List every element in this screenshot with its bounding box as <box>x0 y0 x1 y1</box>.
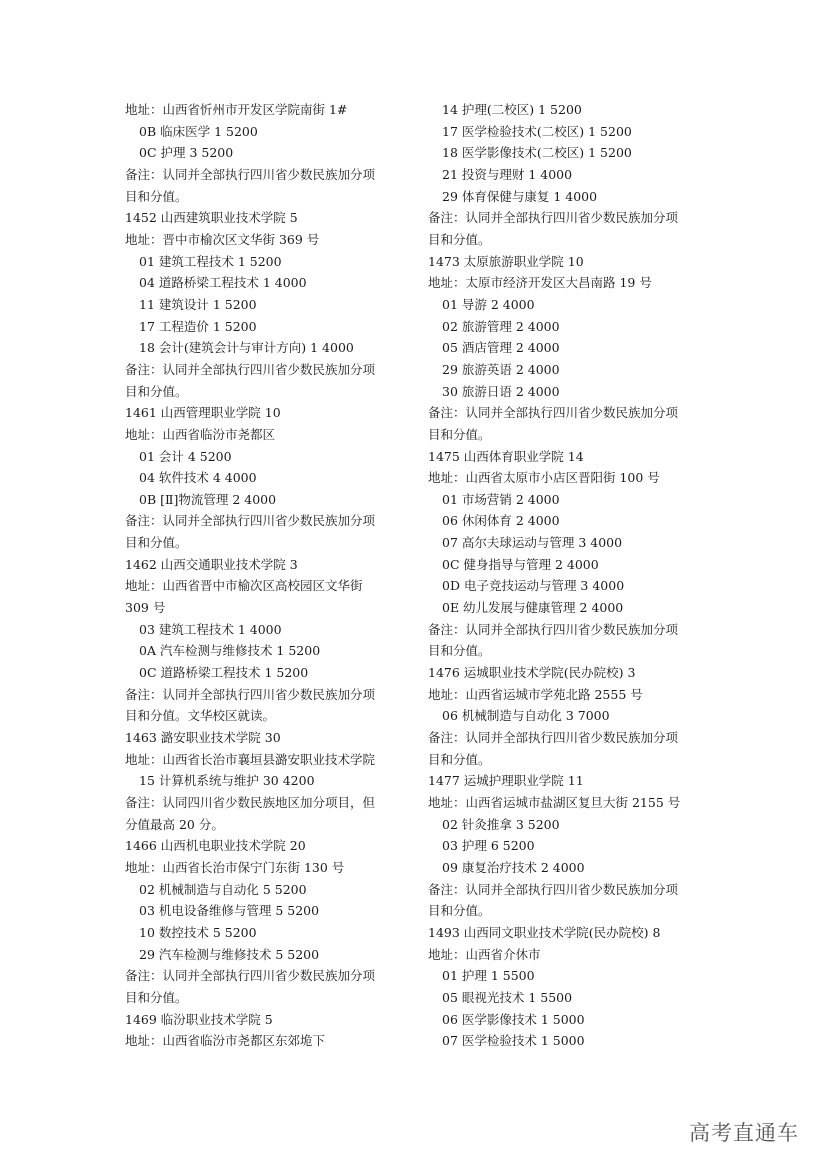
text-line: 目和分值。 <box>428 751 491 767</box>
text-line: 05 眼视光技术 1 5500 <box>442 989 573 1005</box>
text-line: 18 会计(建筑会计与审计方向) 1 4000 <box>139 340 354 356</box>
text-line: 02 机械制造与自动化 5 5200 <box>139 881 307 897</box>
text-line: 09 康复治疗技术 2 4000 <box>442 859 585 875</box>
text-line: 02 旅游管理 2 4000 <box>442 318 560 334</box>
text-line: 目和分值。 <box>125 535 188 551</box>
text-line: 分值最高 20 分。 <box>125 816 224 832</box>
watermark-logo: 高考直通车 <box>689 1121 799 1145</box>
text-line: 29 体育保健与康复 1 4000 <box>442 188 598 204</box>
text-line: 备注：认同并全部执行四川省少数民族加分项 <box>428 881 679 897</box>
text-line: 地址：山西省运城市盐湖区复旦大街 2155 号 <box>428 795 681 810</box>
text-line: 07 医学检验技术 1 5000 <box>442 1033 585 1049</box>
text-line: 0B [Ⅱ]物流管理 2 4000 <box>139 491 277 507</box>
text-line: 0A 汽车检测与维修技术 1 5200 <box>139 643 321 659</box>
text-line: 目和分值。 <box>125 989 188 1005</box>
text-line: 0C 健身指导与管理 2 4000 <box>442 556 599 572</box>
text-line: 目和分值。 <box>428 903 491 919</box>
text-line: 1476 运城职业技术学院(民办院校) 3 <box>428 665 636 681</box>
text-line: 目和分值。 <box>428 426 491 442</box>
text-line: 01 护理 1 5500 <box>442 968 535 984</box>
text-line: 03 护理 6 5200 <box>442 838 535 854</box>
text-line: 14 护理(二校区) 1 5200 <box>442 102 582 117</box>
text-line: 备注：认同并全部执行四川省少数民族加分项 <box>428 405 679 421</box>
text-line: 目和分值。 <box>428 643 491 659</box>
text-line: 地址：山西省运城市学苑北路 2555 号 <box>428 686 643 702</box>
text-line: 备注：认同并全部执行四川省少数民族加分项 <box>428 210 679 226</box>
text-line: 1493 山西同文职业技术学院(民办院校) 8 <box>428 924 661 940</box>
text-line: 04 道路桥梁工程技术 1 4000 <box>139 275 307 291</box>
text-line: 0E 幼儿发展与健康管理 2 4000 <box>442 600 624 616</box>
text-line: 地址：山西省太原市小店区晋阳街 100 号 <box>428 470 660 486</box>
text-line: 30 旅游日语 2 4000 <box>442 383 560 399</box>
text-line: 05 酒店管理 2 4000 <box>442 340 560 356</box>
text-line: 01 会计 4 5200 <box>139 448 232 464</box>
left-column <box>125 99 415 1052</box>
text-line: 目和分值。 <box>125 188 188 204</box>
text-line: 03 机电设备维修与管理 5 5200 <box>139 903 320 919</box>
text-line: 备注：认同并全部执行四川省少数民族加分项 <box>125 968 376 984</box>
text-line: 07 高尔夫球运动与管理 3 4000 <box>442 535 623 551</box>
text-line: 21 投资与理财 1 4000 <box>442 166 573 182</box>
text-line: 目和分值。 <box>125 383 188 399</box>
text-line: 地址：太原市经济开发区大昌南路 19 号 <box>428 275 652 291</box>
text-line: 地址：晋中市榆次区文华街 369 号 <box>125 231 320 247</box>
text-line: 1473 太原旅游职业学院 10 <box>428 253 584 269</box>
text-line: 地址：山西省长治市保宁门东街 130 号 <box>125 859 345 875</box>
text-line: 1462 山西交通职业技术学院 3 <box>125 556 298 572</box>
text-line: 地址：山西省晋中市榆次区高校园区文华街 <box>125 578 363 594</box>
text-line: 29 旅游英语 2 4000 <box>442 361 560 377</box>
text-line: 01 导游 2 4000 <box>442 296 535 312</box>
text-line: 备注：认同并全部执行四川省少数民族加分项 <box>125 513 376 529</box>
text-line: 备注：认同并全部执行四川省少数民族加分项 <box>428 621 679 637</box>
text-line: 1469 临汾职业技术学院 5 <box>125 1011 273 1027</box>
text-line: 1477 运城护理职业学院 11 <box>428 773 584 789</box>
text-line: 1466 山西机电职业技术学院 20 <box>125 838 306 854</box>
text-line: 0C 护理 3 5200 <box>139 145 234 161</box>
text-line: 309 号 <box>125 600 166 616</box>
text-line: 11 建筑设计 1 5200 <box>139 296 257 312</box>
text-line: 15 计算机系统与维护 30 4200 <box>139 773 315 789</box>
text-line: 17 工程造价 1 5200 <box>139 318 257 334</box>
text-line: 备注：认同并全部执行四川省少数民族加分项 <box>125 166 376 182</box>
text-line: 1475 山西体育职业学院 14 <box>428 448 584 464</box>
text-line: 备注：认同并全部执行四川省少数民族加分项 <box>125 361 376 377</box>
text-line: 0C 道路桥梁工程技术 1 5200 <box>139 665 309 681</box>
text-line: 目和分值。 <box>428 231 491 247</box>
text-line: 地址：山西省临汾市尧都区东郊垝下 <box>125 1033 326 1049</box>
text-line: 10 数控技术 5 5200 <box>139 924 257 940</box>
text-line: 地址：山西省介休市 <box>428 946 541 962</box>
text-line: 03 建筑工程技术 1 4000 <box>139 621 282 637</box>
text-line: 备注：认同并全部执行四川省少数民族加分项 <box>428 730 679 746</box>
text-line: 地址：山西省长治市襄垣县潞安职业技术学院 <box>125 751 376 767</box>
text-line: 01 市场营销 2 4000 <box>442 491 560 507</box>
text-line: 1463 潞安职业技术学院 30 <box>125 730 281 746</box>
text-line: 02 针灸推拿 3 5200 <box>442 816 560 832</box>
right-column <box>428 99 718 1052</box>
text-line: 18 医学影像技术(二校区) 1 5200 <box>442 145 632 161</box>
text-line: 06 机械制造与自动化 3 7000 <box>442 708 610 724</box>
text-line: 04 软件技术 4 4000 <box>139 470 257 486</box>
text-line: 备注：认同四川省少数民族地区加分项目，但 <box>125 795 376 810</box>
text-line: 0B 临床医学 1 5200 <box>139 123 258 139</box>
text-line: 1452 山西建筑职业技术学院 5 <box>125 210 298 226</box>
text-line: 01 建筑工程技术 1 5200 <box>139 253 282 269</box>
text-line: 目和分值。文华校区就读。 <box>125 708 276 724</box>
text-line: 地址：山西省忻州市开发区学院南街 1# <box>125 102 348 117</box>
text-line: 29 汽车检测与维修技术 5 5200 <box>139 946 320 962</box>
text-line: 06 医学影像技术 1 5000 <box>442 1011 585 1027</box>
text-line: 备注：认同并全部执行四川省少数民族加分项 <box>125 686 376 702</box>
text-line: 1461 山西管理职业学院 10 <box>125 405 281 421</box>
text-line: 17 医学检验技术(二校区) 1 5200 <box>442 123 632 139</box>
text-line: 地址：山西省临汾市尧都区 <box>125 426 276 442</box>
text-line: 0D 电子竞技运动与管理 3 4000 <box>442 578 625 594</box>
text-line: 06 休闲体育 2 4000 <box>442 513 560 529</box>
